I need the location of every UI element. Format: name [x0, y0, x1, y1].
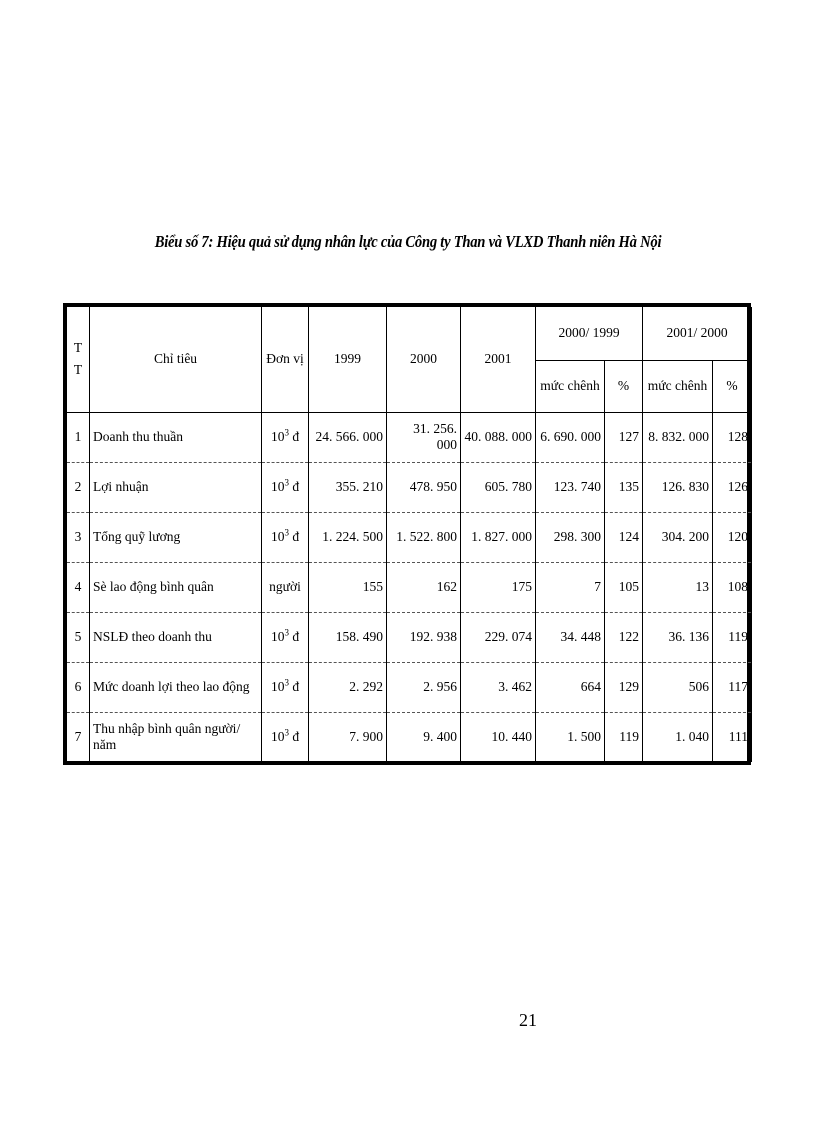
cell-muc-chenh-2: 304. 200	[643, 512, 713, 562]
header-don-vi: Đơn vị	[262, 307, 309, 412]
unit-exponent: 3	[284, 677, 289, 688]
cell-muc-chenh-2: 36. 136	[643, 612, 713, 662]
cell-muc-chenh-2: 506	[643, 662, 713, 712]
table-row	[67, 412, 752, 462]
unit-suffix: đ	[288, 679, 300, 694]
cell-2000: 2. 956	[387, 662, 461, 712]
header-pct-1: %	[605, 360, 643, 412]
cell-muc-chenh-2: 8. 832. 000	[643, 412, 713, 462]
cell-pct-2: 119	[713, 612, 752, 662]
unit-base: 10	[270, 529, 285, 544]
unit-suffix: đ	[288, 479, 300, 494]
table-row	[67, 662, 752, 712]
header-2000: 2000	[387, 307, 461, 412]
cell-1999: 355. 210	[309, 462, 387, 512]
cell-don-vi	[262, 462, 309, 512]
header-muc-chenh-1: mức chênh	[536, 360, 605, 412]
cell-tt: 4	[67, 562, 90, 612]
cell-pct-1: 135	[605, 462, 643, 512]
header-pct-2: %	[713, 360, 752, 412]
cell-pct-1: 124	[605, 512, 643, 562]
cell-tt: 3	[67, 512, 90, 562]
unit-exponent: 3	[284, 627, 289, 638]
cell-1999: 24. 566. 000	[309, 412, 387, 462]
header-chi-tieu: Chỉ tiêu	[90, 307, 262, 412]
unit-base: 10	[270, 729, 285, 745]
header-tt-line1: T	[73, 340, 83, 356]
cell-2001: 175	[461, 562, 536, 612]
header-2001-2000: 2001/ 2000	[643, 307, 752, 360]
cell-1999: 2. 292	[309, 662, 387, 712]
cell-2001: 605. 780	[461, 462, 536, 512]
cell-muc-chenh-1: 7	[536, 562, 605, 612]
unit-base: 10	[270, 629, 285, 644]
unit-exponent: 3	[284, 427, 289, 438]
cell-muc-chenh-1: 123. 740	[536, 462, 605, 512]
cell-chi-tieu: Sè lao động bình quân	[90, 562, 262, 612]
cell-pct-1: 105	[605, 562, 643, 612]
cell-2001: 1. 827. 000	[461, 512, 536, 562]
table-row	[67, 512, 752, 562]
cell-muc-chenh-1: 1. 500	[536, 712, 605, 762]
cell-2000: 1. 522. 800	[387, 512, 461, 562]
cell-muc-chenh-2: 1. 040	[643, 712, 713, 762]
unit-base: người	[269, 579, 301, 594]
cell-2000: 478. 950	[387, 462, 461, 512]
table-row	[67, 712, 752, 762]
header-tt-line2: T	[73, 362, 83, 378]
cell-muc-chenh-1: 6. 690. 000	[536, 412, 605, 462]
unit-base: 10	[270, 679, 285, 694]
cell-muc-chenh-2: 126. 830	[643, 462, 713, 512]
cell-2000: 31. 256. 000	[387, 412, 461, 462]
cell-2001: 10. 440	[461, 712, 536, 762]
table-row	[67, 612, 752, 662]
cell-pct-2: 108	[713, 562, 752, 612]
cell-chi-tieu: Thu nhập bình quân người/ năm	[90, 712, 262, 762]
cell-1999: 7. 900	[309, 712, 387, 762]
cell-don-vi	[262, 412, 309, 462]
cell-pct-2: 128	[713, 412, 752, 462]
cell-2001: 229. 074	[461, 612, 536, 662]
efficiency-table	[66, 307, 752, 762]
page-number: 21	[519, 1010, 537, 1030]
cell-1999: 155	[309, 562, 387, 612]
cell-chi-tieu: Tổng quỹ lương	[90, 512, 262, 562]
cell-chi-tieu: Lợi nhuận	[90, 462, 262, 512]
cell-2001: 40. 088. 000	[461, 412, 536, 462]
cell-1999: 1. 224. 500	[309, 512, 387, 562]
unit-suffix: đ	[288, 629, 300, 644]
cell-pct-2: 111	[713, 712, 752, 762]
cell-pct-1: 119	[605, 712, 643, 762]
unit-exponent: 3	[284, 527, 289, 538]
cell-don-vi	[262, 562, 309, 612]
unit-base: 10	[270, 429, 285, 444]
unit-suffix: đ	[288, 729, 300, 745]
header-tt	[67, 307, 90, 412]
unit-suffix: đ	[288, 429, 300, 444]
cell-pct-1: 129	[605, 662, 643, 712]
cell-chi-tieu: Mức doanh lợi theo lao động	[90, 662, 262, 712]
header-2001: 2001	[461, 307, 536, 412]
table-row	[67, 462, 752, 512]
cell-don-vi	[262, 512, 309, 562]
cell-muc-chenh-1: 664	[536, 662, 605, 712]
header-2000-1999: 2000/ 1999	[536, 307, 643, 360]
cell-chi-tieu: NSLĐ theo doanh thu	[90, 612, 262, 662]
cell-2000: 162	[387, 562, 461, 612]
cell-tt: 7	[67, 712, 90, 762]
cell-don-vi	[262, 712, 309, 762]
unit-suffix: đ	[288, 529, 300, 544]
cell-muc-chenh-1: 34. 448	[536, 612, 605, 662]
cell-chi-tieu: Doanh thu thuần	[90, 412, 262, 462]
header-1999: 1999	[309, 307, 387, 412]
cell-muc-chenh-1: 298. 300	[536, 512, 605, 562]
cell-pct-2: 120	[713, 512, 752, 562]
unit-base: 10	[270, 479, 285, 494]
cell-pct-1: 127	[605, 412, 643, 462]
cell-muc-chenh-2: 13	[643, 562, 713, 612]
header-muc-chenh-2: mức chênh	[643, 360, 713, 412]
cell-pct-1: 122	[605, 612, 643, 662]
cell-pct-2: 117	[713, 662, 752, 712]
cell-1999: 158. 490	[309, 612, 387, 662]
cell-tt: 2	[67, 462, 90, 512]
cell-2000: 192. 938	[387, 612, 461, 662]
unit-exponent: 3	[284, 477, 289, 488]
cell-don-vi	[262, 662, 309, 712]
efficiency-table-frame	[63, 303, 751, 765]
cell-pct-2: 126	[713, 462, 752, 512]
cell-tt: 6	[67, 662, 90, 712]
table-body	[67, 412, 752, 762]
cell-tt: 1	[67, 412, 90, 462]
page-title: Biểu số 7: Hiệu quả sử dụng nhân lực của Công ty Than và VLXD Thanh niên Hà Nội	[154, 232, 662, 251]
table-row	[67, 562, 752, 612]
cell-tt: 5	[67, 612, 90, 662]
unit-exponent: 3	[284, 727, 289, 738]
cell-don-vi	[262, 612, 309, 662]
cell-2001: 3. 462	[461, 662, 536, 712]
cell-2000: 9. 400	[387, 712, 461, 762]
